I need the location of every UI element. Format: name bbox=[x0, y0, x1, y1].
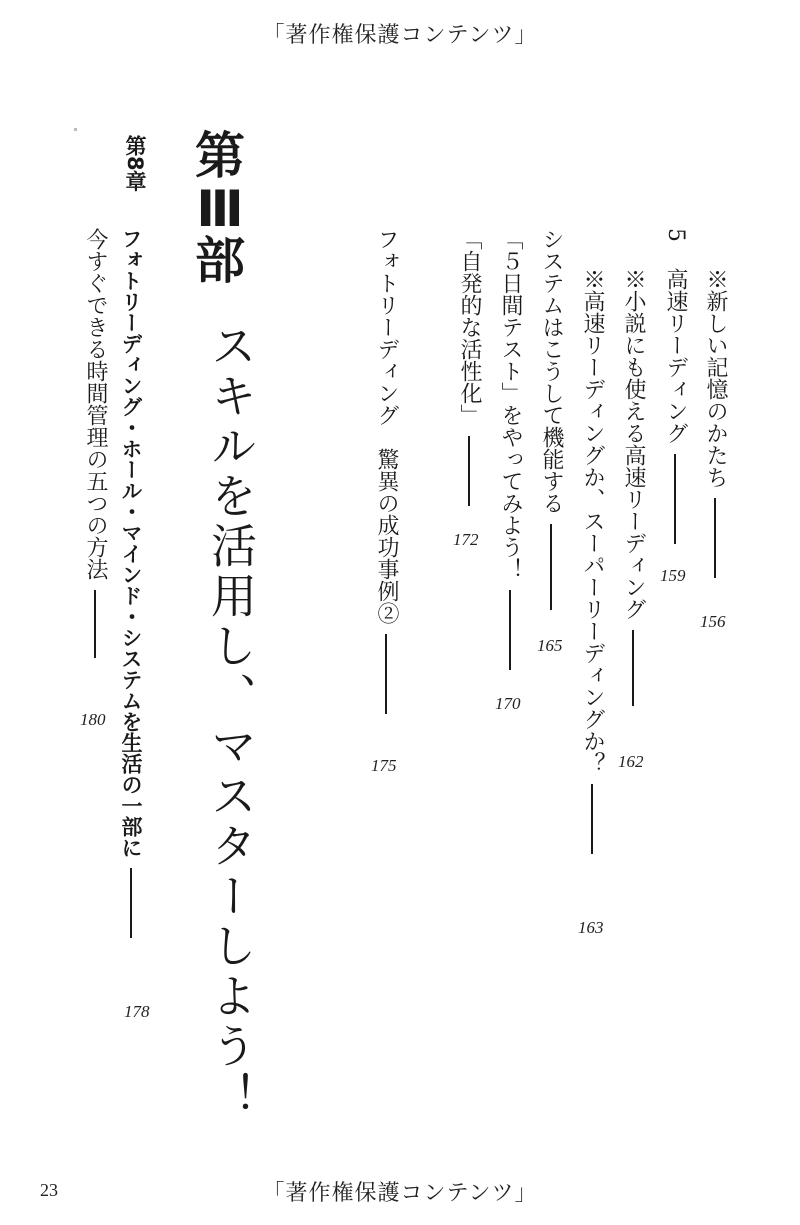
leader-line bbox=[632, 630, 634, 706]
leader-line bbox=[714, 498, 716, 578]
toc-entry[interactable] bbox=[540, 228, 562, 610]
chapter-label: 第8章 bbox=[123, 135, 147, 192]
toc-entry-title: ※新しい記憶のかたち bbox=[703, 268, 728, 488]
toc-page-number: 163 bbox=[578, 918, 604, 937]
section-number: 5 bbox=[663, 228, 688, 242]
toc-page-number: 175 bbox=[371, 756, 397, 775]
part-label bbox=[190, 127, 250, 290]
leader-line bbox=[550, 524, 552, 610]
part-label-bu: 部 bbox=[195, 232, 245, 290]
leader-line bbox=[385, 634, 387, 714]
leader-line bbox=[674, 454, 676, 544]
chapter-title[interactable] bbox=[120, 228, 141, 938]
toc-entry[interactable] bbox=[375, 228, 397, 714]
toc-entry-title: ※小説にも使える高速リーディング bbox=[621, 268, 646, 620]
leader-line bbox=[130, 868, 132, 938]
toc-entry-title: 「５日間テスト」をやってみよう！ bbox=[498, 228, 523, 580]
toc-entry-title: フォトリーディング 驚異の成功事例② bbox=[374, 228, 399, 624]
toc-page-number: 165 bbox=[537, 636, 563, 655]
leader-line bbox=[94, 590, 96, 658]
toc-entry-title: ※高速リーディングか、スーパーリーディングか？ bbox=[580, 268, 605, 774]
toc-entry[interactable] bbox=[664, 268, 686, 544]
leader-line bbox=[468, 436, 470, 506]
toc-page-number: 156 bbox=[700, 612, 726, 631]
toc-entry-title: 高速リーディング bbox=[663, 268, 688, 444]
copyright-watermark-bottom: 「著作権保護コンテンツ」 bbox=[262, 1181, 538, 1206]
toc-entry[interactable] bbox=[499, 228, 521, 670]
chapter-page-number: 178 bbox=[124, 1002, 150, 1021]
toc-entry[interactable] bbox=[622, 268, 644, 706]
margin-mark bbox=[74, 128, 77, 131]
toc-entry[interactable] bbox=[581, 268, 603, 854]
page-number: 23 bbox=[40, 1180, 58, 1200]
toc-entry-title: 今すぐできる時間管理の五つの方法 bbox=[83, 228, 108, 580]
chapter-title-text: フォトリーディング・ホール・マインド・システムを生活の一部に bbox=[119, 228, 143, 858]
copyright-watermark-top: 「著作権保護コンテンツ」 bbox=[262, 23, 538, 48]
toc-page-number: 172 bbox=[453, 530, 479, 549]
toc-page-number: 170 bbox=[495, 694, 521, 713]
toc-page-number: 180 bbox=[80, 710, 106, 729]
toc-entry-title: 「自発的な活性化」 bbox=[457, 228, 482, 426]
part-label-dai: 第 bbox=[195, 127, 245, 185]
part-title: スキルを活用し、マスターしよう！ bbox=[204, 322, 258, 1122]
toc-entry[interactable] bbox=[704, 268, 726, 578]
toc-page-number: 159 bbox=[660, 566, 686, 585]
toc-entry-title: システムはこうして機能する bbox=[539, 228, 564, 514]
toc-page-number: 162 bbox=[618, 752, 644, 771]
leader-line bbox=[591, 784, 593, 854]
toc-entry[interactable] bbox=[458, 228, 480, 506]
part-label-numeral: Ⅲ bbox=[196, 179, 244, 238]
toc-entry[interactable] bbox=[84, 228, 106, 658]
leader-line bbox=[509, 590, 511, 670]
